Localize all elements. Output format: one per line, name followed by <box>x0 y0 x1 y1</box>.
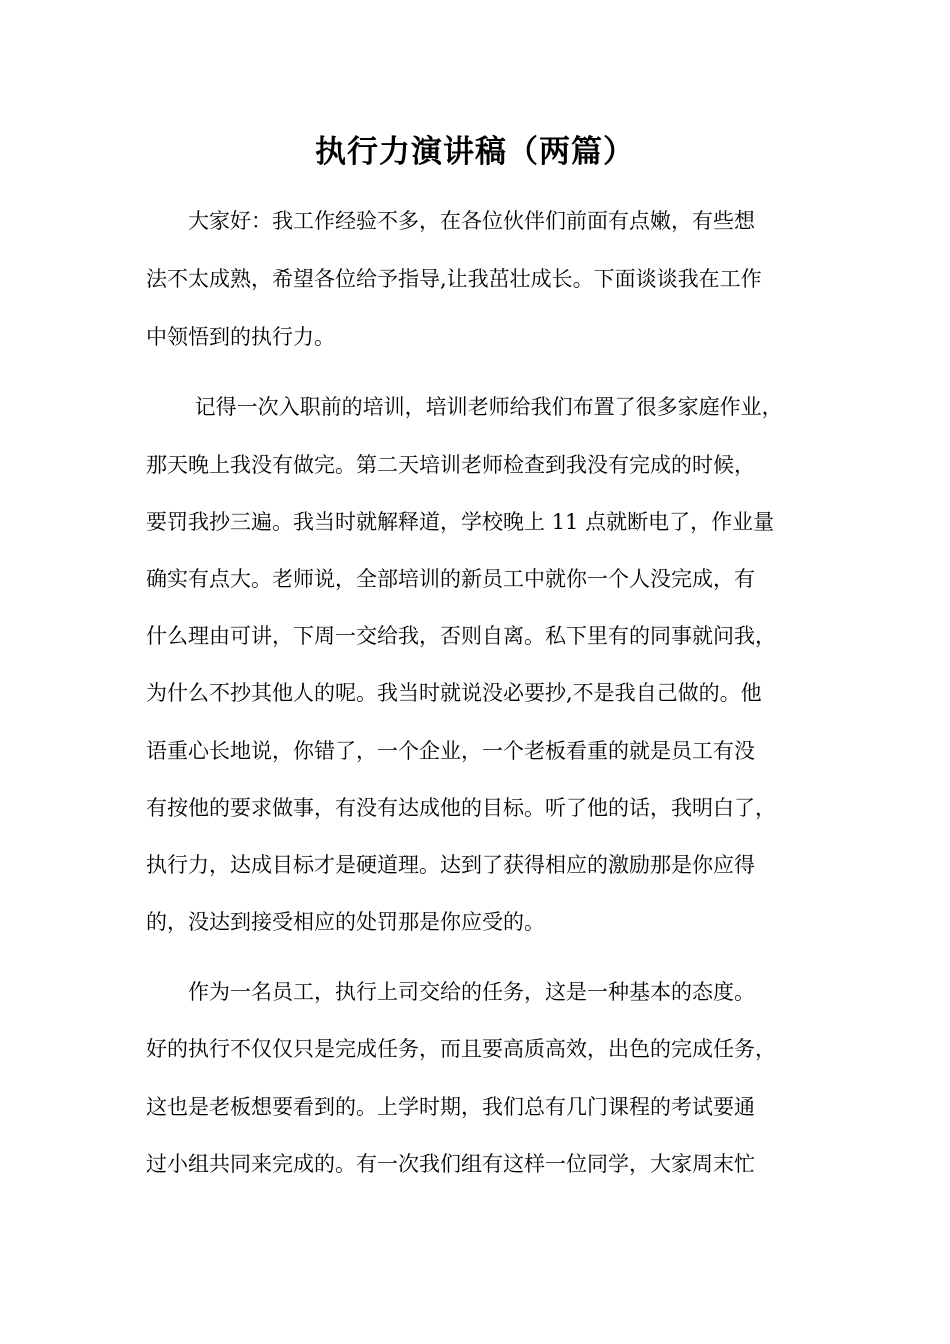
document-title: 执行力演讲稿（两篇） <box>315 134 635 170</box>
body-line: 这也是老板想要看到的。上学时期，我们总有几门课程的考试要通 <box>146 1095 755 1119</box>
body-line: 什么理由可讲，下周一交给我，否则自离。私下里有的同事就问我， <box>146 624 776 648</box>
body-line: 要罚我抄三遍。我当时就解释道，学校晚上 11 点就断电了，作业量 <box>146 510 775 534</box>
body-line: 法不太成熟，希望各位给予指导,让我茁壮成长。下面谈谈我在工作 <box>146 267 762 291</box>
body-line: 中领悟到的执行力。 <box>146 325 335 349</box>
body-line: 执行力，达成目标才是硬道理。达到了获得相应的激励那是你应得 <box>146 853 755 877</box>
body-line: 的，没达到接受相应的处罚那是你应受的。 <box>146 910 545 934</box>
body-line: 记得一次入职前的培训，培训老师给我们布置了很多家庭作业， <box>146 395 783 419</box>
body-line: 确实有点大。老师说，全部培训的新员工中就你一个人没完成，有 <box>146 567 755 591</box>
body-line: 过小组共同来完成的。有一次我们组有这样一位同学，大家周末忙 <box>146 1152 755 1176</box>
body-line: 那天晚上我没有做完。第二天培训老师检查到我没有完成的时候， <box>146 453 755 477</box>
body-line: 好的执行不仅仅只是完成任务，而且要高质高效，出色的完成任务， <box>146 1037 776 1061</box>
body-line: 为什么不抄其他人的呢。我当时就说没必要抄,不是我自己做的。他 <box>146 681 762 705</box>
body-line: 作为一名员工，执行上司交给的任务，这是一种基本的态度。 <box>146 980 755 1004</box>
body-line: 大家好：我工作经验不多，在各位伙伴们前面有点嫩，有些想 <box>146 209 755 233</box>
body-line: 有按他的要求做事，有没有达成他的目标。听了他的话，我明白了， <box>146 796 776 820</box>
body-line: 语重心长地说，你错了，一个企业，一个老板看重的就是员工有没 <box>146 739 755 763</box>
